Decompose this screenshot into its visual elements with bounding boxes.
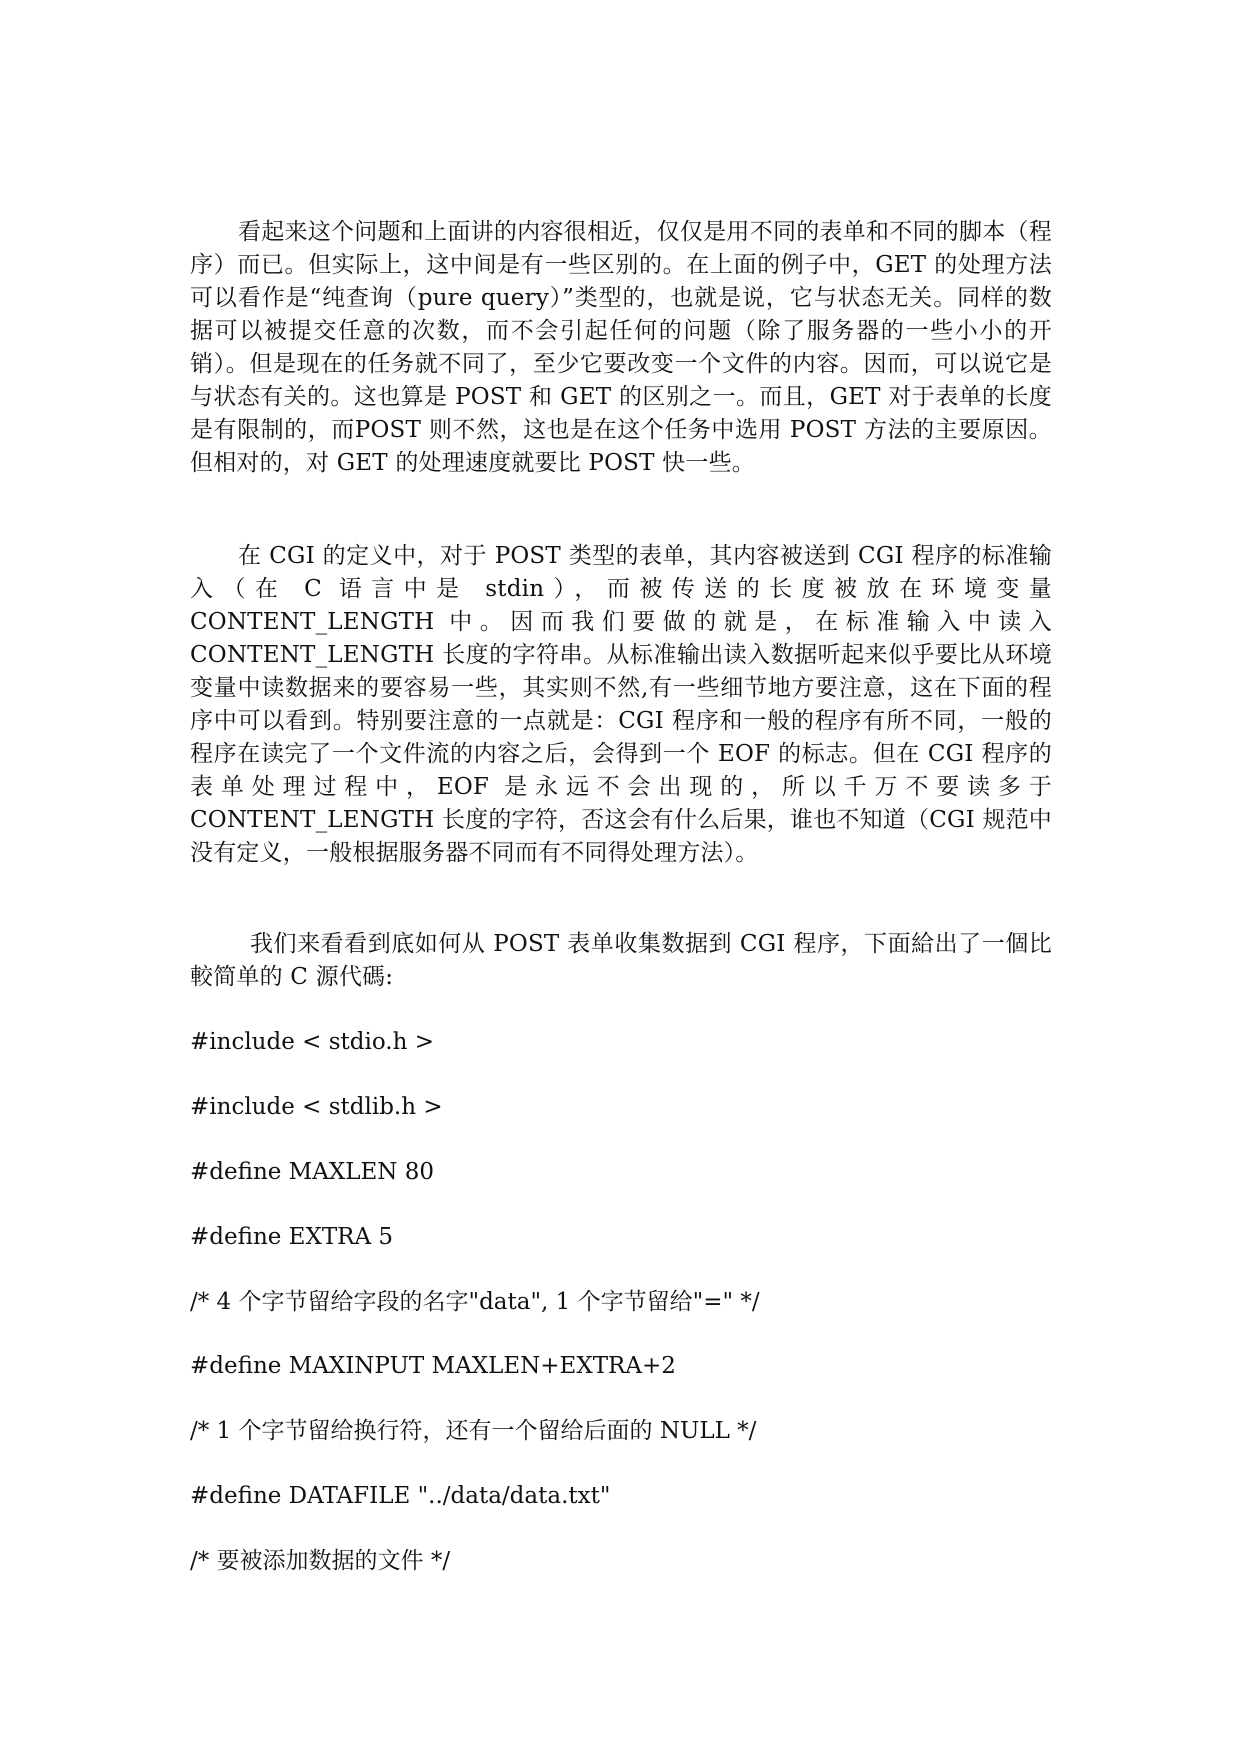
code-comment: /* 4 个字节留给字段的名字"data", 1 个字节留给"=" */ <box>190 1289 760 1315</box>
paragraph-get-vs-post: 看起来这个问题和上面讲的内容很相近，仅仅是用不同的表单和不同的脚本（程序）而已。但实际上，这中间是有一些区别的。在上面的例子中，GET 的处理方法可以看作是“纯查询（pure query）”类型的，也就是说，它与状态无关。同样的数据可以被提交任意的次数，而不会引起任何的问题（除了服务器的一些小小的开销）。但是现在的任务就不同了，至少它要改变一个文件的内容。因而，可以说它是与状态有关的。这也算是 POST 和 GET 的区别之一。而且，GET 对于表单的长度是有限制的，而POST 则不然，这也是在这个任务中选用 POST 方法的主要原因。但相对的，对 GET 的处理速度就要比 POST 快一些。 <box>190 219 1052 476</box>
code-line: #include < stdio.h > <box>190 1029 434 1055</box>
paragraph-code-intro: 我们来看看到底如何从 POST 表单收集数据到 CGI 程序，下面給出了一個比較简单的 C 源代碼: <box>190 931 1052 990</box>
code-line: #define DATAFILE "../data/data.txt" <box>190 1483 611 1509</box>
code-line: #define MAXINPUT MAXLEN+EXTRA+2 <box>190 1353 676 1379</box>
code-line: #define EXTRA 5 <box>190 1224 394 1250</box>
code-comment: /* 要被添加数据的文件 */ <box>190 1548 451 1574</box>
code-line: #define MAXLEN 80 <box>190 1159 434 1185</box>
code-comment: /* 1 个字节留给换行符，还有一个留给后面的 NULL */ <box>190 1418 757 1444</box>
paragraph-cgi-post-definition: 在 CGI 的定义中，对于 POST 类型的表单，其内容被送到 CGI 程序的标准输入（在 C 语言中是 stdin），而被传送的长度被放在环境变量 CONTENT_LENGTH 中。因而我们要做的就是，在标准输入中读入 CONTENT_LENGTH 长度的字符串。从标准输出读入数据听起来似乎要比从环境变量中读数据来的要容易一些，其实则不然,有一些细节地方要注意，这在下面的程序中可以看到。特别要注意的一点就是：CGI 程序和一般的程序有所不同，一般的程序在读完了一个文件流的内容之后，会得到一个 EOF 的标志。但在 CGI 程序的表单处理过程中，EOF 是永远不会出现的，所以千万不要读多于 CONTENT_LENGTH 长度的字符，否这会有什么后果，谁也不知道（CGI 规范中没有定义，一般根据服务器不同而有不同得处理方法）。 <box>190 543 1052 866</box>
code-line: #include < stdlib.h > <box>190 1094 443 1120</box>
